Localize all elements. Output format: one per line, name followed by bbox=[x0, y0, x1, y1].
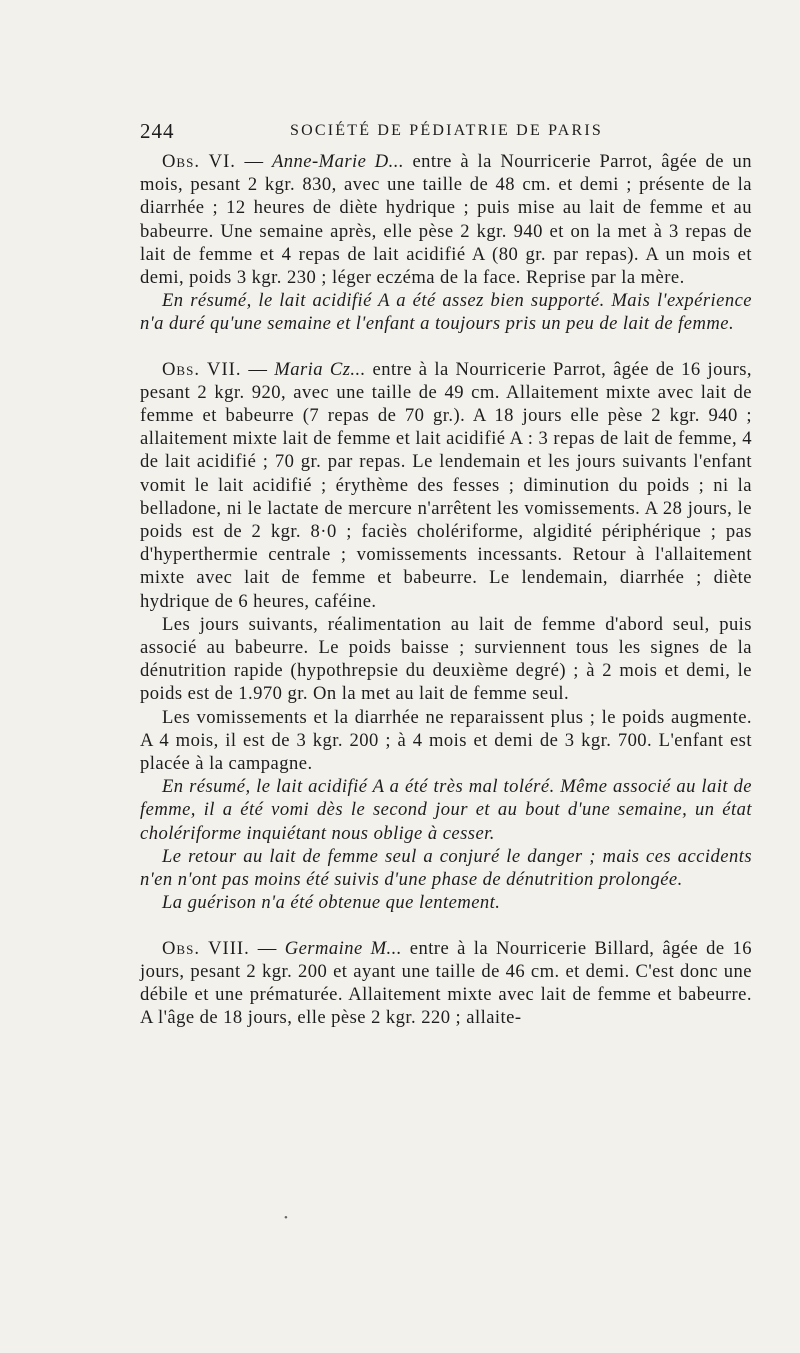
obs7-paragraph bbox=[140, 358, 752, 613]
stray-ink-mark: • bbox=[284, 1212, 288, 1224]
obs7-summary-2: Le retour au lait de femme seul a conjuré le danger ; mais ces accidents n'en n'ont pas moins été suivis d'une phase de dénutrition prolongée. bbox=[140, 845, 752, 891]
obs8-text: entre à la Nourricerie Billard, âgée de 16 jours, pesant 2 kgr. 200 et ayant une taille de 46 cm. et demi. C'est donc une débile et une prématurée. Allaitement mixte avec lait de femme et babeurre. A l'âge de 18 jours, elle pèse 2 kgr. 220 ; allaite- bbox=[140, 937, 752, 1029]
obs7-label: Obs. VII. bbox=[162, 358, 242, 380]
obs8-paragraph bbox=[140, 937, 752, 1030]
page-header bbox=[140, 119, 760, 149]
obs6-name: Anne-Marie D... bbox=[271, 151, 404, 172]
obs7-text: entre à la Nourricerie Parrot, âgée de 16 jours, pesant 2 kgr. 920, avec une taille de 49 cm. Allaitement mixte avec lait de femme et babeurre (7 repas de 70 gr.). A 18 jours elle pèse 2 kgr. 940 ; allaitement mixte lait de femme et lait acidifié A : 3 repas de lait de femme, 4 de lait acidifié ; 70 gr. par repas. Le lendemain et les jours suivants l'enfant vomit le lait acidifié ; érythème des fesses ; diminution du poids ; ni la belladone, ni le lactate de mercure n'arrêtent les vomissements. A 28 jours, le poids est de 2 kgr. 8·0 ; faciès cholériforme, algidité périphérique ; pas d'hyperthermie centrale ; vomissements incessants. Retour à l'allaitement mixte avec lait de femme et babeurre. Le lendemain, diarrhée ; diète hydrique de 6 heures, caféine. bbox=[140, 358, 752, 612]
obs8-label: Obs. VIII. bbox=[162, 937, 250, 959]
obs7-summary-1: En résumé, le lait acidifié A a été très mal toléré. Même associé au lait de femme, il a été vomi dès le second jour et au bout d'une semaine, un état cholériforme inquiétant nous oblige à cesser. bbox=[140, 776, 752, 844]
obs8-dash: — bbox=[249, 937, 285, 959]
body-text bbox=[140, 150, 752, 1029]
obs6-label: Obs. VI. bbox=[162, 151, 236, 172]
obs7-paragraph-3: Les vomissements et la diarrhée ne reparaissent plus ; le poids augmente. A 4 mois, il est de 3 kgr. 200 ; à 4 mois et demi de 3 kgr. 700. L'enfant est placée à la campagne. bbox=[140, 706, 752, 775]
obs6-paragraph bbox=[140, 150, 752, 289]
running-head: SOCIÉTÉ DE PÉDIATRIE DE PARIS bbox=[290, 122, 603, 139]
obs7-summary-3: La guérison n'a été obtenue que lentement. bbox=[162, 892, 501, 914]
obs7-paragraph-2: Les jours suivants, réalimentation au lait de femme d'abord seul, puis associé au babeurre. Le poids baisse ; surviennent tous les signes de la dénutrition rapide (hypothrepsie du deuxième degré) ; à 2 mois et demi, le poids est de 1.970 gr. On la met au lait de femme seul. bbox=[140, 613, 752, 705]
obs6-summary: En résumé, le lait acidifié A a été assez bien supporté. Mais l'expérience n'a duré qu'une semaine et l'enfant a toujours pris un peu de lait de femme. bbox=[140, 290, 752, 335]
obs7-name: Maria Cz... bbox=[274, 358, 366, 380]
obs7-dash: — bbox=[241, 358, 275, 380]
obs8-name: Germaine M... bbox=[284, 937, 402, 959]
obs6-text: entre à la Nourricerie Parrot, âgée de un mois, pesant 2 kgr. 830, avec une taille de 48 cm. et demi ; présente de la diarrhée ; 12 heures de diète hydrique ; puis mise au lait de femme et au babeurre. Une semaine après, elle pèse 2 kgr. 940 et on la met à 3 repas de lait de femme et 4 repas de lait acidifié A (80 gr. par repas). A un mois et demi, poids 3 kgr. 230 ; léger eczéma de la face. Reprise par la mère. bbox=[140, 151, 752, 289]
obs6-dash: — bbox=[235, 151, 272, 172]
page-number: 244 bbox=[140, 119, 175, 143]
